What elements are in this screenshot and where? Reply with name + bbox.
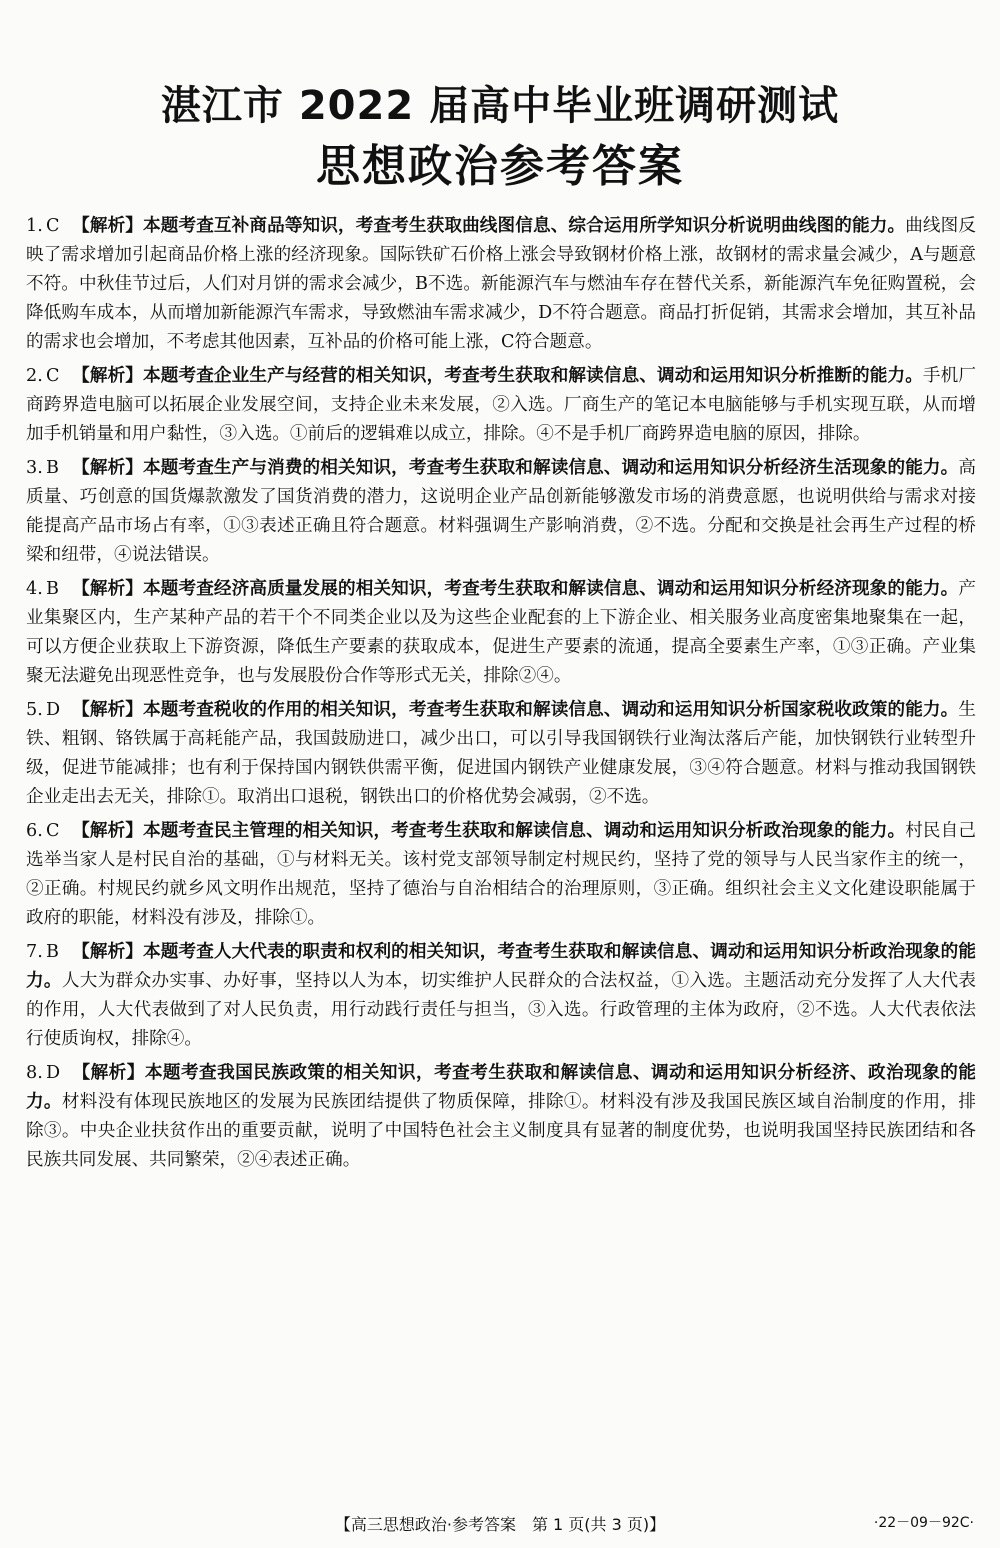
analysis-body: 产业集聚区内，生产某种产品的若干个不同类企业以及为这些企业配套的上下游企业、相关服务业高度密集地聚集在一起，可以方便企业获取上下游资源，降低生产要素的获取成本，促进生产要素的流通，提高全要素生产率，①③正确。产业集聚无法避免出现恶性竞争，也与发展股份合作等形式无关，排除②④。 [26, 579, 976, 686]
analysis-tag: 【解析】 [72, 942, 144, 962]
question-number: 8. [26, 1063, 43, 1083]
answer-item-6 [26, 817, 976, 933]
question-number: 6. [26, 821, 43, 841]
analysis-tag: 【解析】 [72, 458, 144, 478]
answer-choice: D [46, 700, 61, 720]
analysis-intro: 本题考查生产与消费的相关知识，考查考生获取和解读信息、调动和运用知识分析经济生活现象的能力。 [143, 458, 959, 478]
page-footer: 【高三思想政治·参考答案 第 1 页(共 3 页)】 [334, 1515, 666, 1534]
analysis-intro: 本题考查人大代表的职责和权利的相关知识，考查考生获取和解读信息、调动和运用知识分析政治现象的能力。 [26, 942, 976, 991]
answer-choice: B [46, 458, 59, 478]
question-number: 4. [26, 579, 43, 599]
answer-item-1 [26, 212, 976, 357]
answer-item-5 [26, 696, 976, 812]
analysis-intro: 本题考查税收的作用的相关知识，考查考生获取和解读信息、调动和运用知识分析国家税收政策的能力。 [143, 700, 959, 720]
analysis-body: 手机厂商跨界造电脑可以拓展企业发展空间，支持企业未来发展，②入选。厂商生产的笔记本电脑能够与手机实现互联，从而增加手机销量和用户黏性，③入选。①前后的逻辑难以成立，排除。④不是手机厂商跨界造电脑的原因，排除。 [26, 366, 976, 444]
question-number: 7. [26, 942, 43, 962]
analysis-body: 人大为群众办实事、办好事，坚持以人为本，切实维护人民群众的合法权益，①入选。主题活动充分发挥了人大代表的作用，人大代表做到了对人民负责，用行动践行责任与担当，③入选。行政管理的主体为政府，②不选。人大代表依法行使质询权，排除④。 [26, 971, 976, 1049]
answer-item-3 [26, 454, 976, 570]
answer-choice: C [46, 366, 60, 386]
answer-item-8 [26, 1059, 976, 1175]
analysis-intro: 本题考查企业生产与经营的相关知识，考查考生获取和解读信息、调动和运用知识分析推断的能力。 [143, 366, 923, 386]
analysis-tag: 【解析】 [72, 821, 144, 841]
question-number: 2. [26, 366, 43, 386]
analysis-body: 高质量、巧创意的国货爆款激发了国货消费的潜力，这说明企业产品创新能够激发市场的消费意愿，也说明供给与需求对接能提高产品市场占有率，①③表述正确且符合题意。材料强调生产影响消费，②不选。分配和交换是社会再生产过程的桥梁和纽带，④说法错误。 [26, 458, 976, 565]
analysis-intro: 本题考查我国民族政策的相关知识，考查考生获取和解读信息、调动和运用知识分析经济、政治现象的能力。 [26, 1063, 976, 1112]
analysis-tag: 【解析】 [72, 1063, 145, 1083]
analysis-intro: 本题考查互补商品等知识，考查考生获取曲线图信息、综合运用所学知识分析说明曲线图的能力。 [143, 216, 906, 236]
analysis-body: 曲线图反映了需求增加引起商品价格上涨的经济现象。国际铁矿石价格上涨会导致钢材价格上涨，故钢材的需求量会减少，A与题意不符。中秋佳节过后，人们对月饼的需求会减少，B不选。新能源汽车与燃油车存在替代关系，新能源汽车免征购置税，会降低购车成本，从而增加新能源汽车需求，导致燃油车需求减少，D不符合题意。商品打折促销，其需求会增加，其互补品的需求也会增加，不考虑其他因素，互补品的价格可能上涨，C符合题意。 [26, 216, 976, 352]
answer-item-4 [26, 575, 976, 691]
exam-code: ·22－09－92C· [873, 1515, 974, 1531]
analysis-intro: 本题考查民主管理的相关知识，考查考生获取和解读信息、调动和运用知识分析政治现象的能力。 [143, 821, 906, 841]
answer-item-2 [26, 362, 976, 449]
question-number: 3. [26, 458, 43, 478]
question-number: 5. [26, 700, 43, 720]
answer-choice: C [46, 216, 60, 236]
analysis-tag: 【解析】 [72, 579, 144, 599]
analysis-tag: 【解析】 [72, 366, 144, 386]
document-title: 湛江市 2022 届高中毕业班调研测试 [160, 83, 840, 129]
analysis-body: 生铁、粗钢、铬铁属于高耗能产品，我国鼓励进口，减少出口，可以引导我国钢铁行业淘汰落后产能，加快钢铁行业转型升级，促进节能减排；也有利于保持国内钢铁供需平衡，促进国内钢铁产业健康发展，③④符合题意。材料与推动我国钢铁企业走出去无关，排除①。取消出口退税，钢铁出口的价格优势会减弱，②不选。 [26, 700, 976, 807]
answer-choice: D [46, 1063, 61, 1083]
answer-choice: C [46, 821, 60, 841]
answer-item-7 [26, 938, 976, 1054]
answer-choice: B [46, 942, 59, 962]
analysis-body: 村民自己选举当家人是村民自治的基础，①与材料无关。该村党支部领导制定村规民约，坚持了党的领导与人民当家作主的统一，②正确。村规民约就乡风文明作出规范，坚持了德治与自治相结合的治理原则，③正确。组织社会主义文化建设职能属于政府的职能，材料没有涉及，排除①。 [26, 821, 976, 928]
answer-list [26, 212, 976, 1180]
analysis-intro: 本题考查经济高质量发展的相关知识，考查考生获取和解读信息、调动和运用知识分析经济现象的能力。 [143, 579, 959, 599]
analysis-tag: 【解析】 [72, 216, 144, 236]
analysis-tag: 【解析】 [72, 700, 144, 720]
document-subtitle: 思想政治参考答案 [316, 141, 684, 192]
answer-choice: B [46, 579, 59, 599]
analysis-body: 材料没有体现民族地区的发展为民族团结提供了物质保障，排除①。材料没有涉及我国民族区域自治制度的作用，排除③。中央企业扶贫作出的重要贡献，说明了中国特色社会主义制度具有显著的制度优势，也说明我国坚持民族团结和各民族共同发展、共同繁荣，②④表述正确。 [26, 1092, 976, 1170]
question-number: 1. [26, 216, 43, 236]
